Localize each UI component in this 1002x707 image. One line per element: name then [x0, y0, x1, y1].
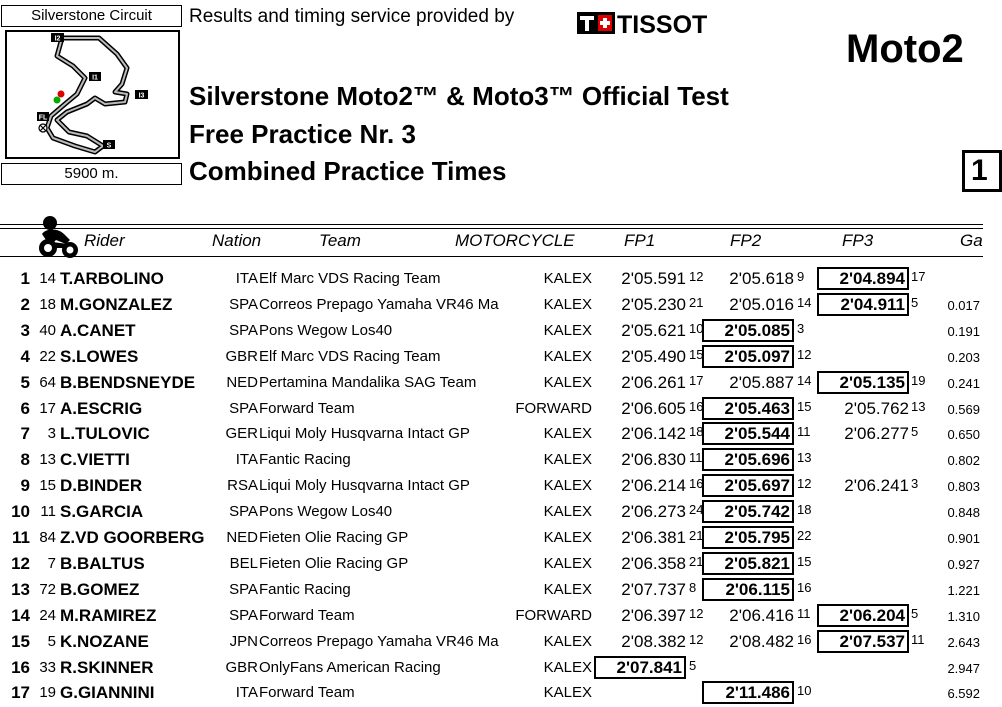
motorcycle-cell: KALEX	[543, 503, 592, 521]
gap-cell: 0.017	[947, 297, 980, 313]
position-cell: 13	[11, 579, 30, 599]
col-nation: Nation	[212, 231, 262, 250]
fp2-lap-cell: 15	[797, 398, 812, 414]
rider-name-cell: D.BINDER	[60, 476, 143, 496]
col-gap: Ga	[960, 231, 983, 250]
fp3-lap-cell: 17	[911, 269, 926, 284]
table-row	[0, 577, 983, 603]
rider-number-cell: 17	[39, 399, 56, 417]
rider-name-cell: R.SKINNER	[60, 657, 154, 677]
fp2-lap-cell: 18	[797, 502, 812, 518]
rider-number-cell: 3	[47, 425, 56, 443]
col-rider: Rider	[84, 231, 125, 250]
fp1-lap-cell: 21	[689, 528, 704, 543]
rider-number-cell: 19	[39, 684, 56, 702]
fp3-time-cell: 2'06.277	[844, 424, 909, 444]
fp1-lap-cell: 17	[689, 372, 704, 388]
position-cell: 11	[12, 528, 30, 547]
fp2-time-cell-best: 2'05.696	[702, 448, 794, 471]
fp2-lap-cell: 11	[797, 605, 811, 621]
nation-cell: SPA	[229, 295, 258, 313]
col-motorcycle: MOTORCYCLE	[455, 231, 575, 250]
position-cell: 5	[20, 372, 30, 392]
team-cell: Pons Wegow Los40	[259, 321, 393, 339]
team-cell: Forward Team	[259, 684, 355, 702]
fp2-time-cell-best: 2'05.697	[702, 474, 794, 497]
motorcycle-cell: KALEX	[543, 632, 592, 650]
motorcycle-cell: FORWARD	[515, 399, 592, 417]
fp2-time-cell-best: 2'05.085	[702, 319, 794, 342]
header-rule-top	[0, 224, 983, 225]
motorcycle-cell: FORWARD	[515, 606, 592, 624]
fp1-time-cell-best: 2'07.841	[594, 656, 686, 679]
motorcycle-cell: KALEX	[543, 554, 592, 572]
nation-cell: NED	[226, 529, 258, 546]
map-label-i2: I2	[54, 35, 61, 43]
rider-name-cell: L.TULOVIC	[60, 424, 150, 444]
fp1-time-cell: 2'05.230	[621, 294, 686, 314]
fp2-time-cell: 2'05.618	[729, 269, 794, 288]
position-cell: 3	[20, 320, 30, 340]
table-row	[0, 551, 983, 577]
position-cell: 17	[11, 683, 30, 703]
position-cell: 12	[11, 553, 30, 573]
position-cell: 2	[20, 294, 30, 314]
table-row	[0, 396, 983, 422]
fp1-lap-cell: 12	[689, 605, 704, 621]
gap-cell: 0.802	[947, 453, 980, 469]
rider-number-cell: 11	[40, 503, 56, 521]
table-row	[0, 318, 983, 344]
team-cell: Elf Marc VDS Racing Team	[259, 270, 441, 287]
fp2-lap-cell: 12	[797, 346, 812, 362]
rider-name-cell: M.GONZALEZ	[60, 294, 173, 314]
circuit-map	[5, 30, 180, 159]
table-row	[0, 655, 983, 681]
nation-cell: SPA	[229, 606, 258, 624]
class-title: Moto2	[846, 27, 964, 71]
map-label-s: S	[106, 142, 112, 150]
rider-name-cell: S.GARCIA	[60, 502, 144, 522]
rider-name-cell: M.RAMIREZ	[60, 605, 157, 625]
team-cell: Forward Team	[259, 399, 355, 417]
rider-name-cell: C.VIETTI	[60, 450, 130, 470]
fp1-time-cell: 2'08.382	[621, 631, 686, 651]
fp1-lap-cell: 21	[689, 553, 704, 569]
col-team: Team	[319, 231, 361, 250]
rider-name-cell: K.NOZANE	[60, 631, 149, 651]
fp3-time-cell-best: 2'05.135	[817, 371, 909, 394]
rider-number-cell: 33	[39, 658, 56, 676]
fp2-time-cell-best: 2'05.821	[702, 552, 794, 575]
fp2-lap-cell: 9	[797, 269, 805, 284]
fp2-lap-cell: 13	[797, 450, 812, 466]
rider-name-cell: A.ESCRIG	[60, 398, 143, 418]
nation-cell: ITA	[235, 451, 258, 469]
fp1-lap-cell: 18	[689, 424, 704, 440]
fp1-lap-cell: 16	[689, 398, 704, 414]
position-cell: 6	[20, 398, 30, 418]
table-row	[0, 629, 983, 655]
fp1-time-cell: 2'06.830	[621, 450, 686, 470]
position-cell: 8	[20, 450, 30, 470]
fp1-time-cell: 2'05.591	[621, 269, 686, 288]
table-row	[0, 266, 983, 292]
gap-cell: 0.241	[947, 375, 980, 391]
nation-cell: GER	[225, 425, 258, 443]
fp3-lap-cell: 5	[911, 294, 919, 310]
fp2-time-cell-best: 2'05.544	[702, 422, 794, 445]
fp2-time-cell: 2'05.887	[729, 372, 794, 392]
motorcycle-cell: KALEX	[543, 373, 592, 391]
fp2-lap-cell: 16	[797, 631, 812, 647]
gap-cell: 6.592	[947, 686, 980, 702]
table-row	[0, 292, 983, 318]
nation-cell: RSA	[227, 477, 258, 495]
gap-cell: 0.848	[947, 505, 980, 521]
header-rule-top-2	[0, 228, 983, 229]
position-cell: 10	[11, 502, 30, 522]
motorcycle-cell: KALEX	[543, 295, 592, 313]
track-outline-icon	[7, 32, 178, 157]
team-cell: Forward Team	[259, 606, 355, 624]
rider-number-cell: 84	[39, 529, 56, 546]
fp1-lap-cell: 21	[689, 294, 704, 310]
fp1-lap-cell: 12	[689, 631, 704, 647]
fp2-time-cell-best: 2'05.742	[702, 500, 794, 523]
fp2-time-cell: 2'08.482	[729, 631, 794, 651]
table-row	[0, 344, 983, 370]
position-cell: 16	[11, 657, 30, 677]
table-row	[0, 525, 983, 551]
fp2-time-cell-best: 2'05.795	[702, 526, 794, 549]
tissot-logo	[577, 10, 742, 39]
position-cell: 9	[20, 476, 30, 496]
gap-cell: 1.310	[947, 608, 980, 624]
rider-name-cell: A.CANET	[60, 320, 136, 340]
fp2-lap-cell: 15	[797, 553, 812, 569]
team-cell: Pertamina Mandalika SAG Team	[259, 373, 477, 391]
fp2-time-cell: 2'06.416	[729, 605, 794, 625]
team-cell: Pons Wegow Los40	[259, 503, 393, 521]
fp2-lap-cell: 22	[797, 528, 812, 543]
fp3-time-cell: 2'05.762	[844, 398, 909, 418]
team-cell: Fantic Racing	[259, 451, 351, 469]
fp3-time-cell-best: 2'04.911	[817, 293, 909, 316]
gap-cell: 0.650	[947, 427, 980, 443]
circuit-length: 5900 m.	[1, 163, 182, 185]
fp2-time-cell-best: 2'05.097	[702, 345, 794, 368]
fp2-lap-cell: 16	[797, 579, 812, 595]
fp2-lap-cell: 10	[797, 683, 812, 699]
col-fp3: FP3	[842, 231, 874, 250]
fp1-time-cell: 2'06.261	[621, 372, 686, 392]
table-row	[0, 473, 983, 499]
rider-number-cell: 13	[39, 451, 56, 469]
motorcycle-cell: KALEX	[543, 270, 592, 287]
fp3-time-cell: 2'06.241	[844, 476, 909, 496]
fp2-lap-cell: 11	[797, 424, 811, 440]
team-cell: OnlyFans American Racing	[259, 658, 441, 676]
col-fp1: FP1	[624, 231, 656, 250]
motorcycle-cell: KALEX	[543, 580, 592, 598]
nation-cell: SPA	[229, 503, 258, 521]
fp1-lap-cell: 12	[689, 269, 704, 284]
rider-number-cell: 18	[39, 295, 56, 313]
fp2-time-cell-best: 2'06.115	[702, 578, 794, 601]
header-rule-bottom	[0, 256, 983, 257]
nation-cell: SPA	[229, 399, 258, 417]
col-fp2: FP2	[730, 231, 762, 250]
nation-cell: JPN	[229, 632, 258, 650]
team-cell: Correos Prepago Yamaha VR46 Ma	[259, 295, 499, 313]
fp1-lap-cell: 11	[689, 450, 703, 466]
rider-number-cell: 64	[39, 373, 56, 391]
table-row	[0, 499, 983, 525]
motorcycle-cell: KALEX	[543, 529, 592, 546]
position-cell: 1	[20, 269, 30, 288]
gap-cell: 0.901	[947, 531, 980, 546]
fp2-lap-cell: 3	[797, 320, 805, 336]
map-label-i1: I1	[92, 74, 98, 82]
rider-number-cell: 22	[39, 347, 56, 365]
fp1-lap-cell: 8	[689, 579, 697, 595]
table-row	[0, 370, 983, 396]
motorcycle-rider-icon	[36, 214, 82, 260]
fp3-lap-cell: 5	[911, 605, 919, 621]
fp3-lap-cell: 5	[911, 424, 919, 440]
rider-number-cell: 15	[39, 477, 56, 495]
table-row	[0, 680, 983, 706]
motorcycle-cell: KALEX	[543, 684, 592, 702]
gap-cell: 0.191	[947, 323, 980, 339]
fp1-time-cell: 2'06.358	[621, 553, 686, 573]
rider-name-cell: S.LOWES	[60, 346, 139, 366]
gap-cell: 2.643	[947, 634, 980, 650]
fp3-lap-cell: 3	[911, 476, 919, 492]
fp1-time-cell: 2'06.142	[621, 424, 686, 444]
rider-name-cell: T.ARBOLINO	[60, 269, 164, 288]
fp3-lap-cell: 11	[911, 631, 925, 647]
rider-name-cell: B.BALTUS	[60, 553, 145, 573]
fp3-time-cell-best: 2'04.894	[817, 267, 909, 290]
fp1-time-cell: 2'07.737	[621, 579, 686, 599]
fp1-time-cell: 2'06.381	[621, 528, 686, 547]
gap-cell: 0.803	[947, 479, 980, 495]
gap-cell: 2.947	[947, 660, 980, 676]
team-cell: Liqui Moly Husqvarna Intact GP	[259, 477, 470, 495]
report-title: Combined Practice Times	[189, 156, 507, 186]
map-label-fl: FL	[38, 114, 48, 122]
position-cell: 7	[20, 424, 30, 444]
team-cell: Elf Marc VDS Racing Team	[259, 347, 441, 365]
team-cell: Fantic Racing	[259, 580, 351, 598]
rider-number-cell: 72	[39, 580, 56, 598]
position-cell: 4	[20, 346, 30, 366]
fp1-lap-cell: 5	[689, 657, 697, 673]
fp2-time-cell: 2'05.016	[729, 294, 794, 314]
page-number: 1	[962, 150, 1002, 192]
fp1-time-cell: 2'05.621	[621, 320, 686, 340]
fp1-time-cell: 2'06.605	[621, 398, 686, 418]
fp3-time-cell-best: 2'07.537	[817, 630, 909, 653]
table-row	[0, 603, 983, 629]
position-cell: 14	[11, 605, 30, 625]
circuit-name: Silverstone Circuit	[1, 5, 182, 27]
gap-cell: 1.221	[947, 582, 980, 598]
team-cell: Correos Prepago Yamaha VR46 Ma	[259, 632, 499, 650]
fp1-time-cell: 2'06.397	[621, 605, 686, 625]
motorcycle-cell: KALEX	[543, 477, 592, 495]
svg-text:TISSOT: TISSOT	[617, 11, 708, 39]
gap-cell: 0.203	[947, 349, 980, 365]
team-cell: Fieten Olie Racing GP	[259, 529, 409, 546]
map-label-i3: I3	[138, 92, 145, 100]
rider-number-cell: 40	[39, 321, 56, 339]
nation-cell: ITA	[235, 684, 258, 702]
session-title: Free Practice Nr. 3	[189, 119, 416, 149]
nation-cell: GBR	[225, 347, 258, 365]
gap-cell: 0.927	[947, 556, 980, 572]
fp1-lap-cell: 10	[689, 320, 704, 336]
team-cell: Liqui Moly Husqvarna Intact GP	[259, 425, 470, 443]
position-cell: 15	[11, 631, 30, 651]
nation-cell: GBR	[225, 658, 258, 676]
fp3-lap-cell: 13	[911, 398, 926, 414]
motorcycle-cell: KALEX	[543, 347, 592, 365]
fp2-lap-cell: 14	[797, 294, 812, 310]
event-title: Silverstone Moto2™ & Moto3™ Official Test	[189, 81, 729, 111]
rider-number-cell: 14	[39, 270, 56, 287]
fp1-time-cell: 2'06.273	[621, 502, 686, 522]
nation-cell: ITA	[235, 270, 258, 287]
gap-cell: 0.569	[947, 401, 980, 417]
nation-cell: SPA	[229, 321, 258, 339]
fp1-time-cell: 2'05.490	[621, 346, 686, 366]
fp2-lap-cell: 12	[797, 476, 812, 492]
nation-cell: BEL	[229, 554, 258, 572]
motorcycle-cell: KALEX	[543, 425, 592, 443]
motorcycle-cell: KALEX	[543, 321, 592, 339]
fp1-lap-cell: 16	[689, 476, 704, 492]
fp1-time-cell: 2'06.214	[621, 476, 686, 496]
nation-cell: SPA	[229, 580, 258, 598]
rider-number-cell: 24	[39, 606, 56, 624]
motorcycle-cell: KALEX	[543, 658, 592, 676]
table-row	[0, 447, 983, 473]
rider-name-cell: G.GIANNINI	[60, 683, 155, 703]
timing-credit: Results and timing service provided by	[189, 6, 515, 27]
nation-cell: NED	[226, 373, 258, 391]
fp1-lap-cell: 15	[689, 346, 704, 362]
fp2-lap-cell: 14	[797, 372, 812, 388]
fp3-lap-cell: 19	[911, 372, 926, 388]
table-row	[0, 421, 983, 447]
rider-name-cell: B.BENDSNEYDE	[60, 372, 196, 392]
fp1-lap-cell: 24	[689, 502, 704, 518]
rider-name-cell: B.GOMEZ	[60, 579, 140, 599]
rider-number-cell: 7	[47, 554, 56, 572]
motorcycle-cell: KALEX	[543, 451, 592, 469]
fp2-time-cell-best: 2'11.486	[702, 681, 794, 704]
team-cell: Fieten Olie Racing GP	[259, 554, 409, 572]
rider-number-cell: 5	[47, 632, 56, 650]
fp3-time-cell-best: 2'06.204	[817, 604, 909, 627]
fp2-time-cell-best: 2'05.463	[702, 397, 794, 420]
rider-name-cell: Z.VD GOORBERG	[60, 528, 205, 547]
